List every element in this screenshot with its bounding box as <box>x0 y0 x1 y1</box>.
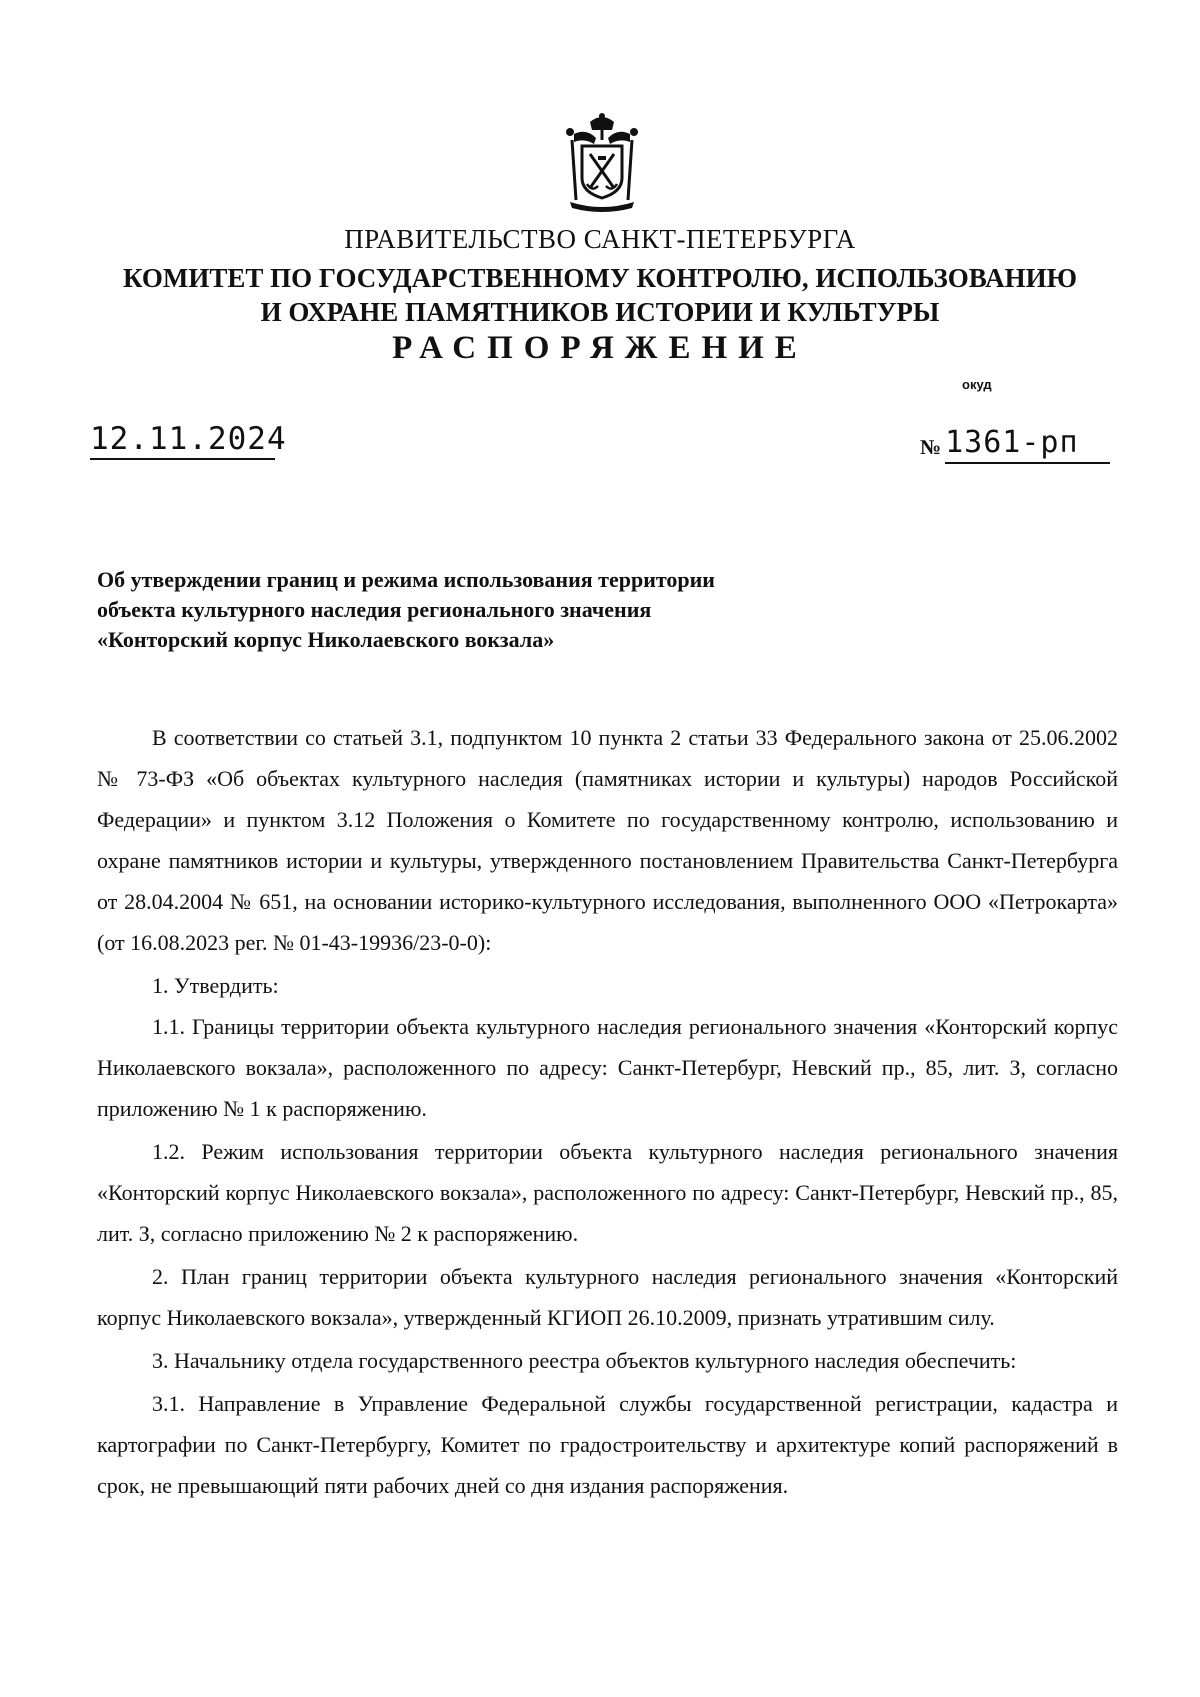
document-body <box>97 717 1118 1508</box>
subject-line2: объекта культурного наследия регионального значения <box>97 597 652 622</box>
saint-petersburg-coat-of-arms-icon <box>560 112 644 214</box>
clause-1: 1. Утвердить: <box>152 973 279 998</box>
document-number-field <box>920 424 1110 464</box>
government-title: ПРАВИТЕЛЬСТВО САНКТ-ПЕТЕРБУРГА <box>344 224 856 254</box>
subject-line3: «Конторский корпус Николаевского вокзала» <box>97 627 555 652</box>
committee-title-line2: И ОХРАНЕ ПАМЯТНИКОВ ИСТОРИИ И КУЛЬТУРЫ <box>260 297 940 327</box>
document-date: 12.11.2024 <box>90 420 275 460</box>
preamble-paragraph: В соответствии со статьей 3.1, подпунктом 10 пункта 2 статьи 33 Федерального закона от 25.06.2002 № 73-ФЗ «Об объектах культурного наследия (памятниках истории и культуры) народов Российской Федерации» и пунктом 3.12 Положения о Комитете по государственному контролю, использованию и охране памятников истории и культуры, утвержденного постановлением Правительства Санкт-Петербурга от 28.04.2004 № 651, на основании историко-культурного исследования, выполненного ООО «Петрокарта» (от 16.08.2023 рег. № 01-43-19936/23-0-0): <box>97 725 1118 955</box>
committee-title-line1: КОМИТЕТ ПО ГОСУДАРСТВЕННОМУ КОНТРОЛЮ, ИСПОЛЬЗОВАНИЮ <box>123 263 1077 293</box>
subject-line1: Об утверждении границ и режима использования территории <box>97 567 715 592</box>
document-subject <box>97 565 857 655</box>
clause-1-1: 1.1. Границы территории объекта культурного наследия регионального значения «Конторский корпус Николаевского вокзала», расположенного по адресу: Санкт-Петербург, Невский пр., 85, лит. З, согласно приложению № 1 к распоряжению. <box>97 1014 1118 1121</box>
committee-title <box>0 261 1200 329</box>
clause-1-2: 1.2. Режим использования территории объекта культурного наследия регионального значения «Конторский корпус Николаевского вокзала», расположенного по адресу: Санкт-Петербург, Невский пр., 85, лит. З, согласно приложению № 2 к распоряжению. <box>97 1139 1118 1246</box>
clause-2: 2. План границ территории объекта культурного наследия регионального значения «Конторский корпус Николаевского вокзала», утвержденный КГИОП 26.10.2009, признать утратившим силу. <box>97 1264 1118 1330</box>
clause-3: 3. Начальнику отдела государственного реестра объектов культурного наследия обеспечить: <box>152 1348 1017 1373</box>
clause-3-1: 3.1. Направление в Управление Федеральной службы государственной регистрации, кадастра и картографии по Санкт-Петербургу, Комитет по градостроительству и архитектуре копий распоряжений в срок, не превышающий пяти рабочих дней со дня издания распоряжения. <box>97 1391 1118 1498</box>
okud-label: окуд <box>962 377 992 392</box>
document-type-title: РАСПОРЯЖЕНИЕ <box>392 330 808 366</box>
document-number: 1361-рп <box>945 424 1110 464</box>
number-sign: № <box>920 435 942 459</box>
